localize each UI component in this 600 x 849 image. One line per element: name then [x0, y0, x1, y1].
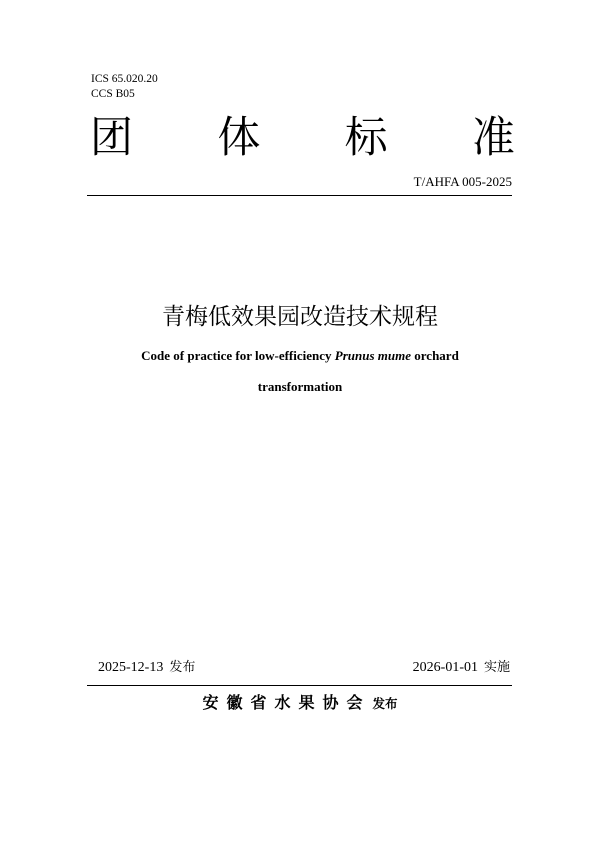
english-title-species: Prunus mume: [334, 348, 412, 363]
publisher-line: [0, 692, 600, 715]
english-title-line-1: [0, 348, 600, 364]
ccs-code: CCS B05: [91, 88, 135, 100]
implement-label: 实施: [483, 660, 510, 675]
english-title-suffix: orchard: [411, 348, 459, 363]
standard-type-char: 准: [471, 113, 515, 163]
standard-type-char: 团: [90, 113, 133, 163]
bottom-divider: [87, 685, 512, 686]
standard-type-heading: [90, 112, 515, 164]
standard-type-char: 标: [344, 113, 388, 163]
standard-type-char: 体: [217, 113, 261, 163]
publish-date-block: [98, 659, 195, 677]
publish-date: 2025-12-13: [98, 660, 164, 675]
publish-label: 发布: [169, 660, 196, 675]
publisher-label: 发布: [372, 696, 398, 711]
chinese-title: 青梅低效果园改造技术规程: [162, 304, 438, 330]
ics-code: ICS 65.020.20: [91, 73, 158, 85]
top-divider: [87, 195, 512, 196]
implement-date: 2026-01-01: [412, 660, 478, 675]
classification-codes: [91, 72, 158, 102]
publisher-organization: 安徽省水果协会: [202, 693, 371, 712]
standard-number: T/AHFA 005-2025: [413, 174, 512, 189]
implement-date-block: [413, 659, 510, 677]
english-title-line-2: transformation: [257, 379, 343, 394]
english-title-prefix: Code of practice for low-efficiency: [141, 348, 335, 363]
